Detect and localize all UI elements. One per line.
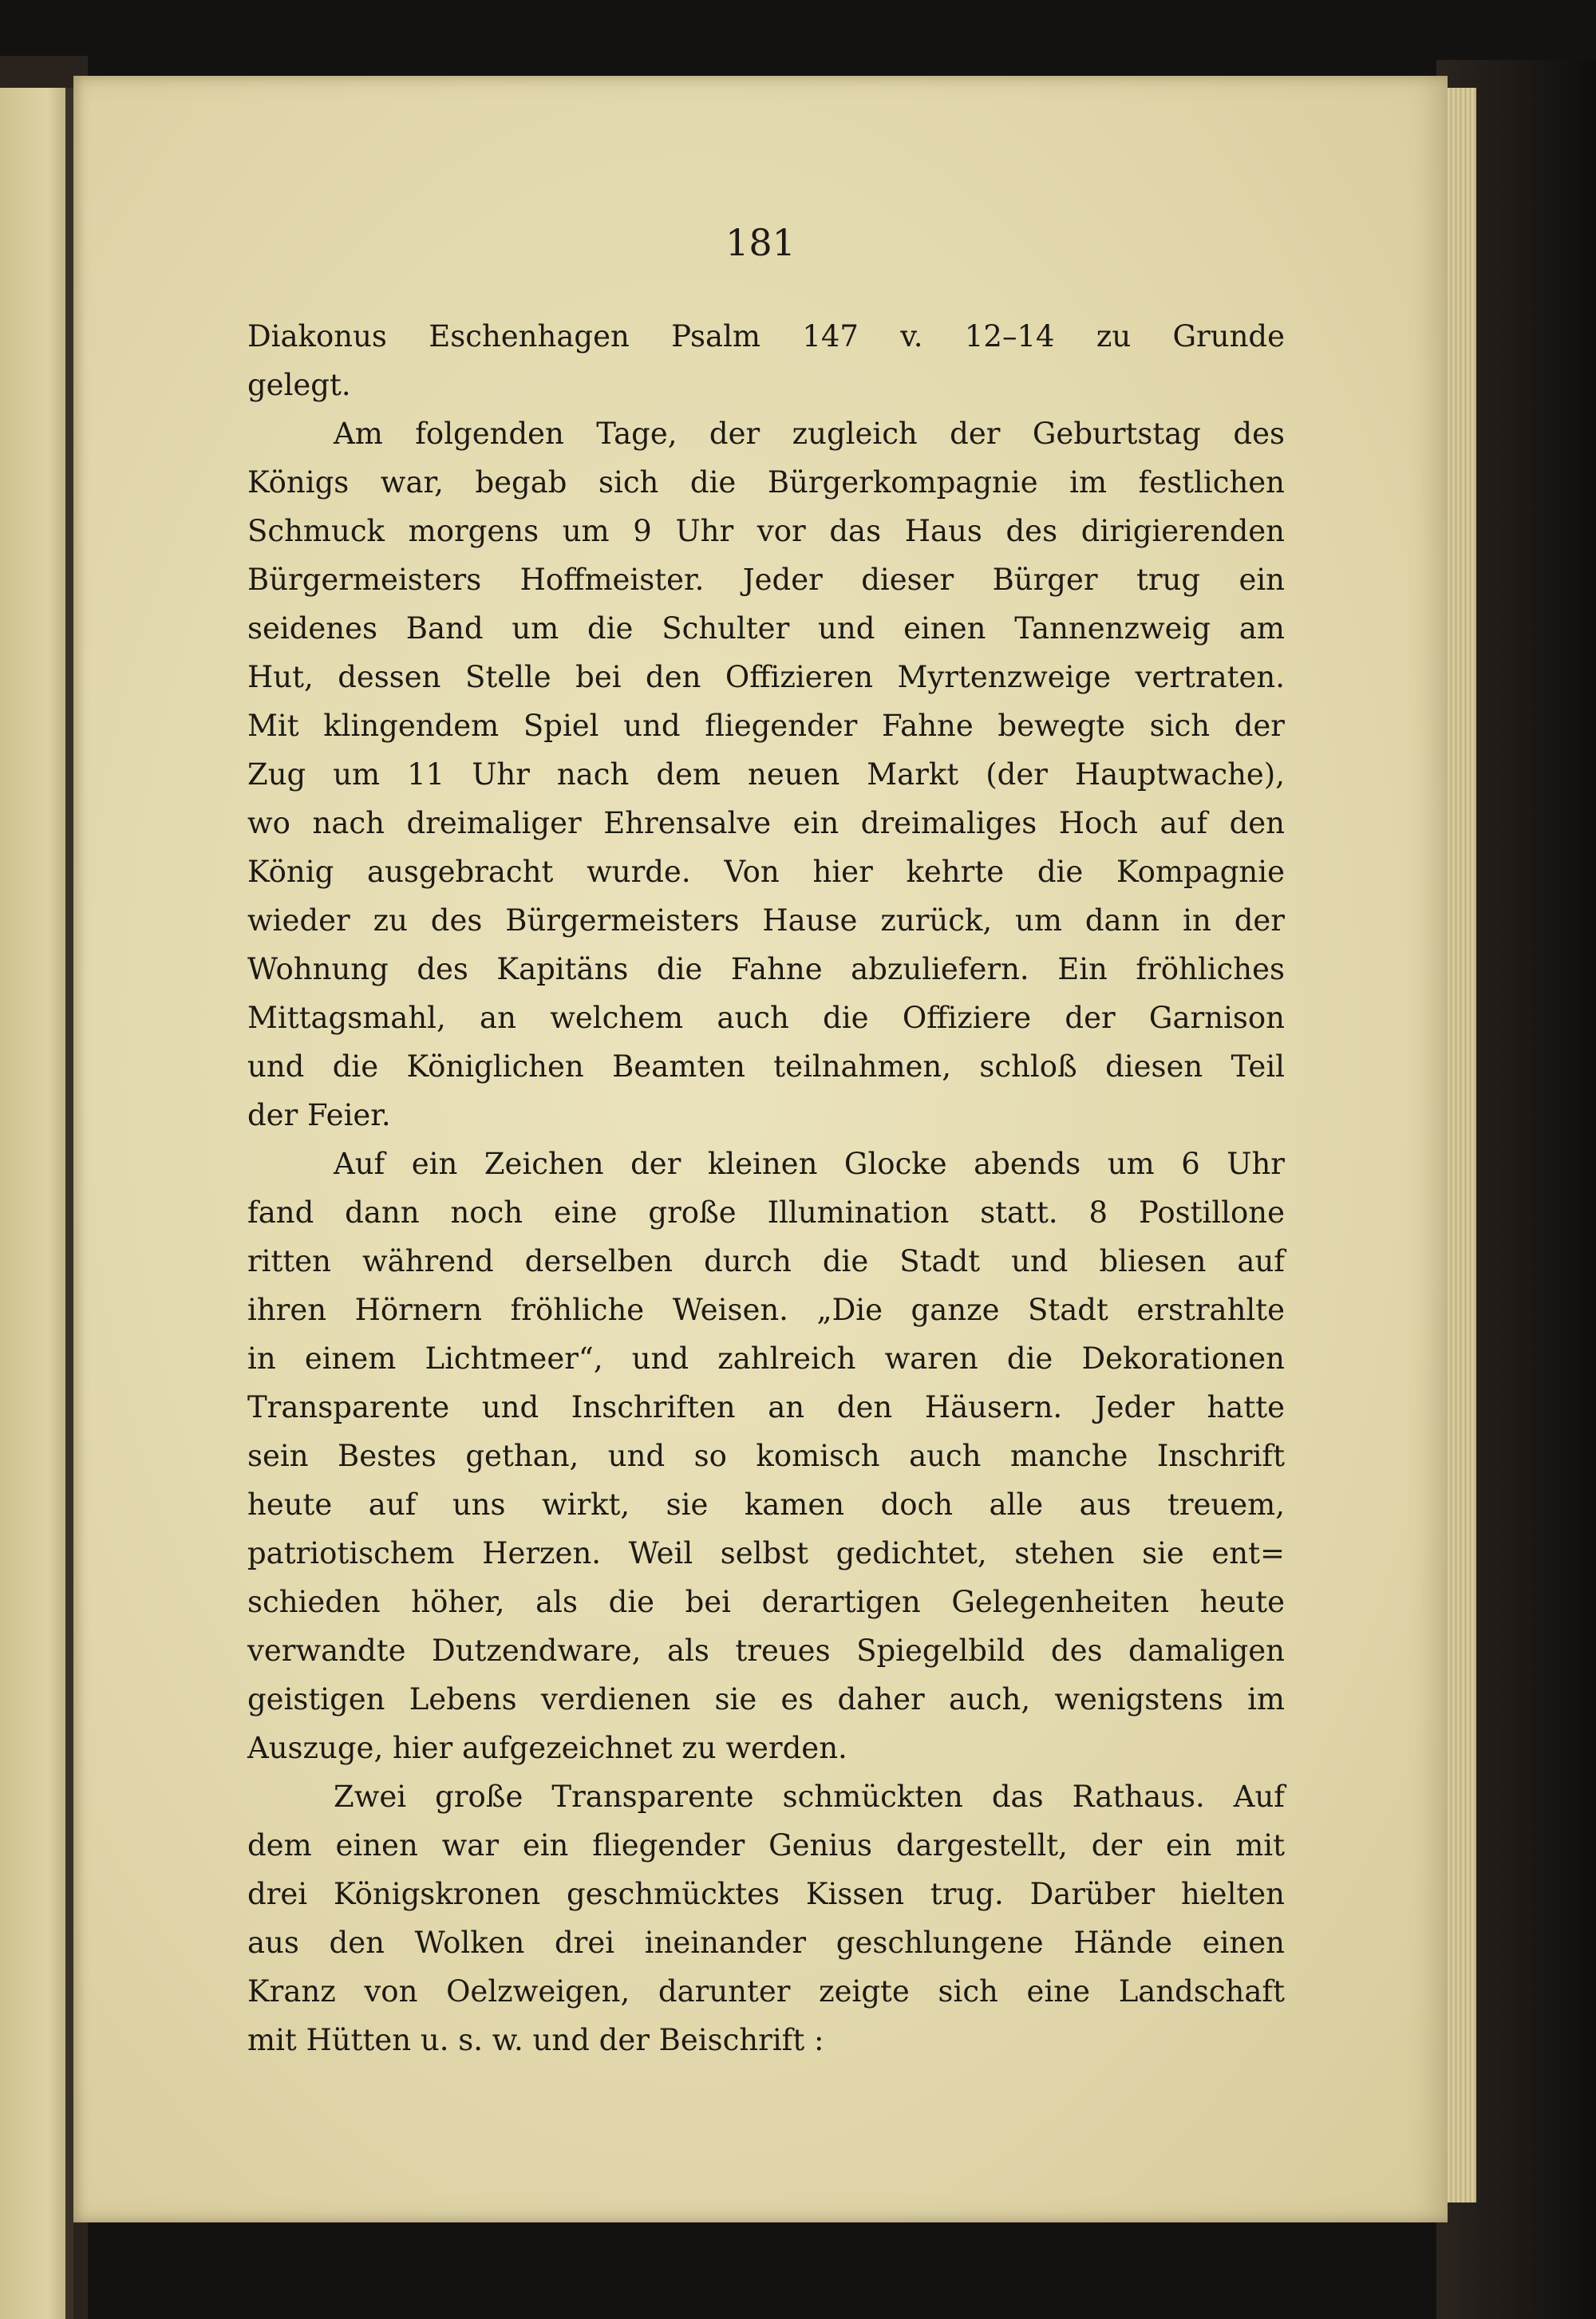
text-line: Zwei große Transparente schmückten das Rathaus. Auf [334,1780,1285,1814]
text-line: Auf ein Zeichen der kleinen Glocke abends um 6 Uhr [334,1147,1285,1181]
text-line: Mittagsmahl, an welchem auch die Offiziere der Garnison [247,1001,1285,1035]
text-line: fand dann noch eine große Illumination statt. 8 Postillone [247,1195,1285,1230]
text-line: Am folgenden Tage, der zugleich der Geburtstag des [334,417,1285,451]
text-line: dem einen war ein fliegender Genius dargestellt, der ein mit [247,1828,1285,1863]
text-line: sein Bestes gethan, und so komisch auch manche Inschrift [247,1439,1285,1473]
text-line: der Feier. [247,1098,391,1132]
text-line: patriotischem Herzen. Weil selbst gedichtet, stehen sie ent= [247,1536,1285,1570]
text-line: Auszuge, hier aufgezeichnet zu werden. [247,1731,847,1765]
text-line: Diakonus Eschenhagen Psalm 147 v. 12–14 zu Grunde [247,319,1285,354]
book-gutter [65,88,73,2319]
text-line: Schmuck morgens um 9 Uhr vor das Haus des dirigierenden [247,514,1285,548]
text-line: schieden höher, als die bei derartigen Gelegenheiten heute [247,1585,1285,1619]
text-line: heute auf uns wirkt, sie kamen doch alle aus treuem, [247,1487,1285,1522]
text-line: Wohnung des Kapitäns die Fahne abzuliefern. Ein fröhliches [247,952,1285,986]
text-line: ritten während derselben durch die Stadt und bliesen auf [247,1244,1285,1278]
text-line: ihren Hörnern fröhliche Weisen. „Die ganze Stadt erstrahlte [247,1293,1285,1327]
body-text [247,312,1285,2064]
text-line: wo nach dreimaliger Ehrensalve ein dreimaliges Hoch auf den [247,806,1285,840]
text-line: gelegt. [247,368,351,402]
page-number: 181 [725,221,796,264]
text-line: aus den Wolken drei ineinander geschlungene Hände einen [247,1926,1285,1960]
text-line: drei Königskronen geschmücktes Kissen trug. Darüber hielten [247,1877,1285,1911]
text-line: seidenes Band um die Schulter und einen Tannenzweig am [247,611,1285,646]
text-line: Hut, dessen Stelle bei den Offizieren Myrtenzweige vertraten. [247,660,1285,694]
text-line: und die Königlichen Beamten teilnahmen, schloß diesen Teil [247,1049,1285,1084]
text-line: Mit klingendem Spiel und fliegender Fahne bewegte sich der [247,709,1285,743]
text-line: in einem Lichtmeer“, und zahlreich waren die Dekorationen [247,1341,1285,1376]
text-line: Bürgermeisters Hoffmeister. Jeder dieser Bürger trug ein [247,563,1285,597]
text-line: Königs war, begab sich die Bürgerkompagnie im festlichen [247,465,1285,500]
text-line: König ausgebracht wurde. Von hier kehrte die Kompagnie [247,855,1285,889]
text-line: mit Hütten u. s. w. und der Beischrift : [247,2023,824,2057]
text-line: Transparente und Inschriften an den Häusern. Jeder hatte [247,1390,1285,1424]
text-line: geistigen Lebens verdienen sie es daher auch, wenigstens im [247,1682,1285,1717]
book-page [73,76,1448,2222]
text-line: Zug um 11 Uhr nach dem neuen Markt (der Hauptwache), [247,757,1285,792]
facing-page-edge [0,88,68,2319]
text-line: Kranz von Oelzweigen, darunter zeigte sich eine Landschaft [247,1974,1285,2009]
text-line: verwandte Dutzendware, als treues Spiegelbild des damaligen [247,1634,1285,1668]
text-line: wieder zu des Bürgermeisters Hause zurück, um dann in der [247,903,1285,938]
